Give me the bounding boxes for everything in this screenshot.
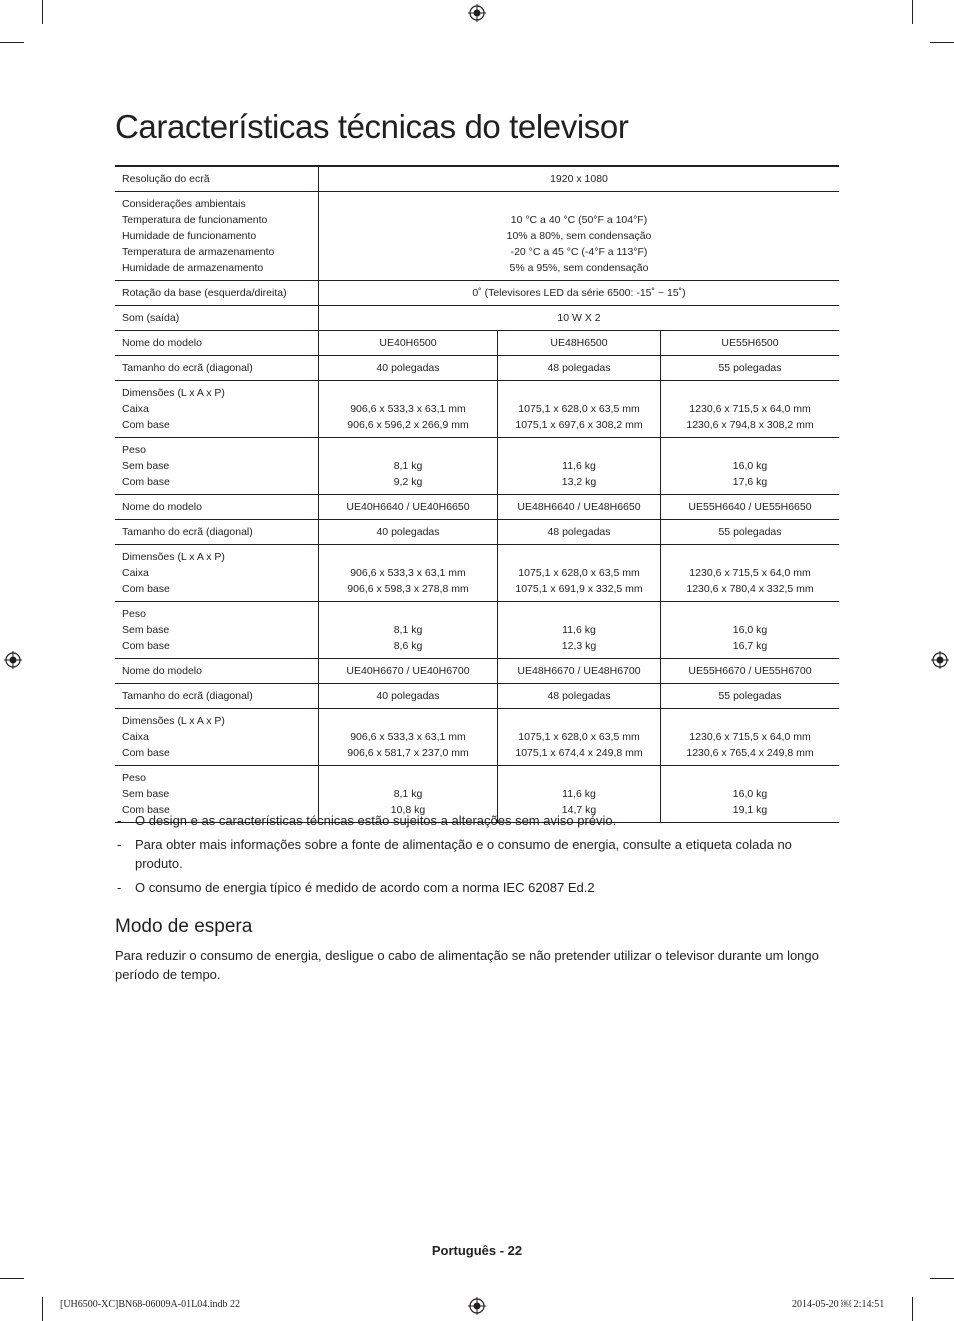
dimensions-cell: 1230,6 x 715,5 x 64,0 mm 1230,6 x 794,8 x 308,2 mm bbox=[661, 381, 840, 438]
table-row bbox=[115, 356, 839, 381]
table-row bbox=[115, 438, 839, 495]
screen-size-cell: 40 polegadas bbox=[319, 684, 498, 709]
section-text: Para reduzir o consumo de energia, desligue o cabo de alimentação se não pretender utilizar o televisor durante um longo período de tempo. bbox=[115, 948, 819, 982]
model-name-cell: UE40H6500 bbox=[319, 331, 498, 356]
model-name-cell: UE40H6640 / UE40H6650 bbox=[319, 495, 498, 520]
weight-cell: 16,0 kg 19,1 kg bbox=[661, 766, 840, 823]
page-title: Características técnicas do televisor bbox=[115, 108, 629, 145]
model-name-cell: UE55H6500 bbox=[661, 331, 840, 356]
table-row bbox=[115, 381, 839, 438]
screen-size-cell: 55 polegadas bbox=[661, 356, 840, 381]
screen-size-cell: 48 polegadas bbox=[498, 520, 661, 545]
screen-size-cell: 48 polegadas bbox=[498, 356, 661, 381]
note-dash: - bbox=[117, 880, 122, 895]
list-item: - O consumo de energia típico é medido de acordo com a norma IEC 62087 Ed.2 bbox=[117, 880, 595, 895]
crop-mark bbox=[930, 1278, 954, 1279]
table-row bbox=[115, 602, 839, 659]
row-label: Nome do modelo bbox=[115, 659, 319, 684]
print-info-right: 2014-05-20 ￼ 2:14:51 bbox=[792, 1299, 885, 1310]
dimensions-cell: 1230,6 x 715,5 x 64,0 mm 1230,6 x 780,4 x 332,5 mm bbox=[661, 545, 840, 602]
row-label: Tamanho do ecrã (diagonal) bbox=[115, 520, 319, 545]
row-label: Dimensões (L x A x P) Caixa Com base bbox=[115, 381, 319, 438]
table-row bbox=[115, 281, 839, 306]
weight-cell: 11,6 kg 12,3 kg bbox=[498, 602, 661, 659]
row-value: 10 W X 2 bbox=[319, 306, 840, 331]
crop-mark bbox=[42, 0, 43, 24]
dimensions-cell: 1075,1 x 628,0 x 63,5 mm 1075,1 x 691,9 x 332,5 mm bbox=[498, 545, 661, 602]
dimensions-cell: 906,6 x 533,3 x 63,1 mm 906,6 x 581,7 x 237,0 mm bbox=[319, 709, 498, 766]
screen-size-cell: 40 polegadas bbox=[319, 520, 498, 545]
list-item: - Para obter mais informações sobre a fonte de alimentação e o consumo de energia, consulte a etiqueta colada no produto. bbox=[117, 837, 792, 871]
registration-mark-icon bbox=[4, 651, 22, 669]
row-label: Dimensões (L x A x P) Caixa Com base bbox=[115, 709, 319, 766]
list-item: - O design e as características técnicas estão sujeitos a alterações sem aviso prévio. bbox=[117, 813, 617, 828]
crop-mark bbox=[42, 1297, 43, 1321]
crop-mark bbox=[912, 0, 913, 24]
note-dash: - bbox=[117, 813, 122, 828]
weight-cell: 8,1 kg 10,8 kg bbox=[319, 766, 498, 823]
weight-cell: 16,0 kg 16,7 kg bbox=[661, 602, 840, 659]
row-label: Som (saída) bbox=[115, 306, 319, 331]
model-name-cell: UE48H6670 / UE48H6700 bbox=[498, 659, 661, 684]
row-label: Nome do modelo bbox=[115, 331, 319, 356]
row-value: 10 °C a 40 °C (50°F a 104°F) 10% a 80%, sem condensação -20 °C a 45 °C (-4°F a 113°F) 5% a 95%, sem condensação bbox=[319, 192, 840, 281]
dimensions-cell: 906,6 x 533,3 x 63,1 mm 906,6 x 596,2 x 266,9 mm bbox=[319, 381, 498, 438]
model-name-cell: UE48H6500 bbox=[498, 331, 661, 356]
row-label: Tamanho do ecrã (diagonal) bbox=[115, 356, 319, 381]
weight-cell: 16,0 kg 17,6 kg bbox=[661, 438, 840, 495]
model-name-cell: UE40H6670 / UE40H6700 bbox=[319, 659, 498, 684]
note-dash: - bbox=[117, 837, 122, 852]
row-value: 0˚ (Televisores LED da série 6500: -15˚ ~ 15˚) bbox=[319, 281, 840, 306]
weight-cell: 8,1 kg 8,6 kg bbox=[319, 602, 498, 659]
model-name-cell: UE55H6670 / UE55H6700 bbox=[661, 659, 840, 684]
table-row bbox=[115, 495, 839, 520]
table-row bbox=[115, 684, 839, 709]
table-row bbox=[115, 659, 839, 684]
screen-size-cell: 40 polegadas bbox=[319, 356, 498, 381]
table-row bbox=[115, 709, 839, 766]
screen-size-cell: 55 polegadas bbox=[661, 520, 840, 545]
weight-cell: 11,6 kg 13,2 kg bbox=[498, 438, 661, 495]
dimensions-cell: 1230,6 x 715,5 x 64,0 mm 1230,6 x 765,4 x 249,8 mm bbox=[661, 709, 840, 766]
row-label: Peso Sem base Com base bbox=[115, 438, 319, 495]
crop-mark bbox=[912, 1297, 913, 1321]
table-row bbox=[115, 545, 839, 602]
dimensions-cell: 906,6 x 533,3 x 63,1 mm 906,6 x 598,3 x 278,8 mm bbox=[319, 545, 498, 602]
crop-mark bbox=[0, 1278, 24, 1279]
weight-cell: 8,1 kg 9,2 kg bbox=[319, 438, 498, 495]
row-label: Tamanho do ecrã (diagonal) bbox=[115, 684, 319, 709]
table-row bbox=[115, 166, 839, 192]
dimensions-cell: 1075,1 x 628,0 x 63,5 mm 1075,1 x 674,4 x 249,8 mm bbox=[498, 709, 661, 766]
row-label: Resolução do ecrã bbox=[115, 166, 319, 192]
row-label: Dimensões (L x A x P) Caixa Com base bbox=[115, 545, 319, 602]
weight-cell: 11,6 kg 14,7 kg bbox=[498, 766, 661, 823]
crop-mark bbox=[0, 42, 24, 43]
notes-list bbox=[117, 811, 817, 902]
row-label: Peso Sem base Com base bbox=[115, 602, 319, 659]
row-value: 1920 x 1080 bbox=[319, 166, 840, 192]
registration-mark-icon bbox=[468, 4, 486, 22]
table-row bbox=[115, 331, 839, 356]
row-label: Rotação da base (esquerda/direita) bbox=[115, 281, 319, 306]
print-info-left: [UH6500-XC]BN68-06009A-01L04.indb 22 bbox=[60, 1299, 240, 1310]
screen-size-cell: 55 polegadas bbox=[661, 684, 840, 709]
spec-table bbox=[115, 165, 839, 823]
table-row bbox=[115, 192, 839, 281]
crop-mark bbox=[930, 42, 954, 43]
section-heading: Modo de espera bbox=[115, 916, 253, 937]
table-row bbox=[115, 306, 839, 331]
registration-mark-icon bbox=[931, 651, 949, 669]
model-name-cell: UE55H6640 / UE55H6650 bbox=[661, 495, 840, 520]
row-label: Considerações ambientais Temperatura de funcionamento Humidade de funcionamento Temperatura de armazenamento Humidade de armazenamento bbox=[115, 192, 319, 281]
row-label: Peso Sem base Com base bbox=[115, 766, 319, 823]
dimensions-cell: 1075,1 x 628,0 x 63,5 mm 1075,1 x 697,6 x 308,2 mm bbox=[498, 381, 661, 438]
screen-size-cell: 48 polegadas bbox=[498, 684, 661, 709]
page-number: Português - 22 bbox=[431, 1243, 523, 1258]
row-label: Nome do modelo bbox=[115, 495, 319, 520]
registration-mark-icon bbox=[468, 1297, 486, 1315]
model-name-cell: UE48H6640 / UE48H6650 bbox=[498, 495, 661, 520]
table-row bbox=[115, 520, 839, 545]
